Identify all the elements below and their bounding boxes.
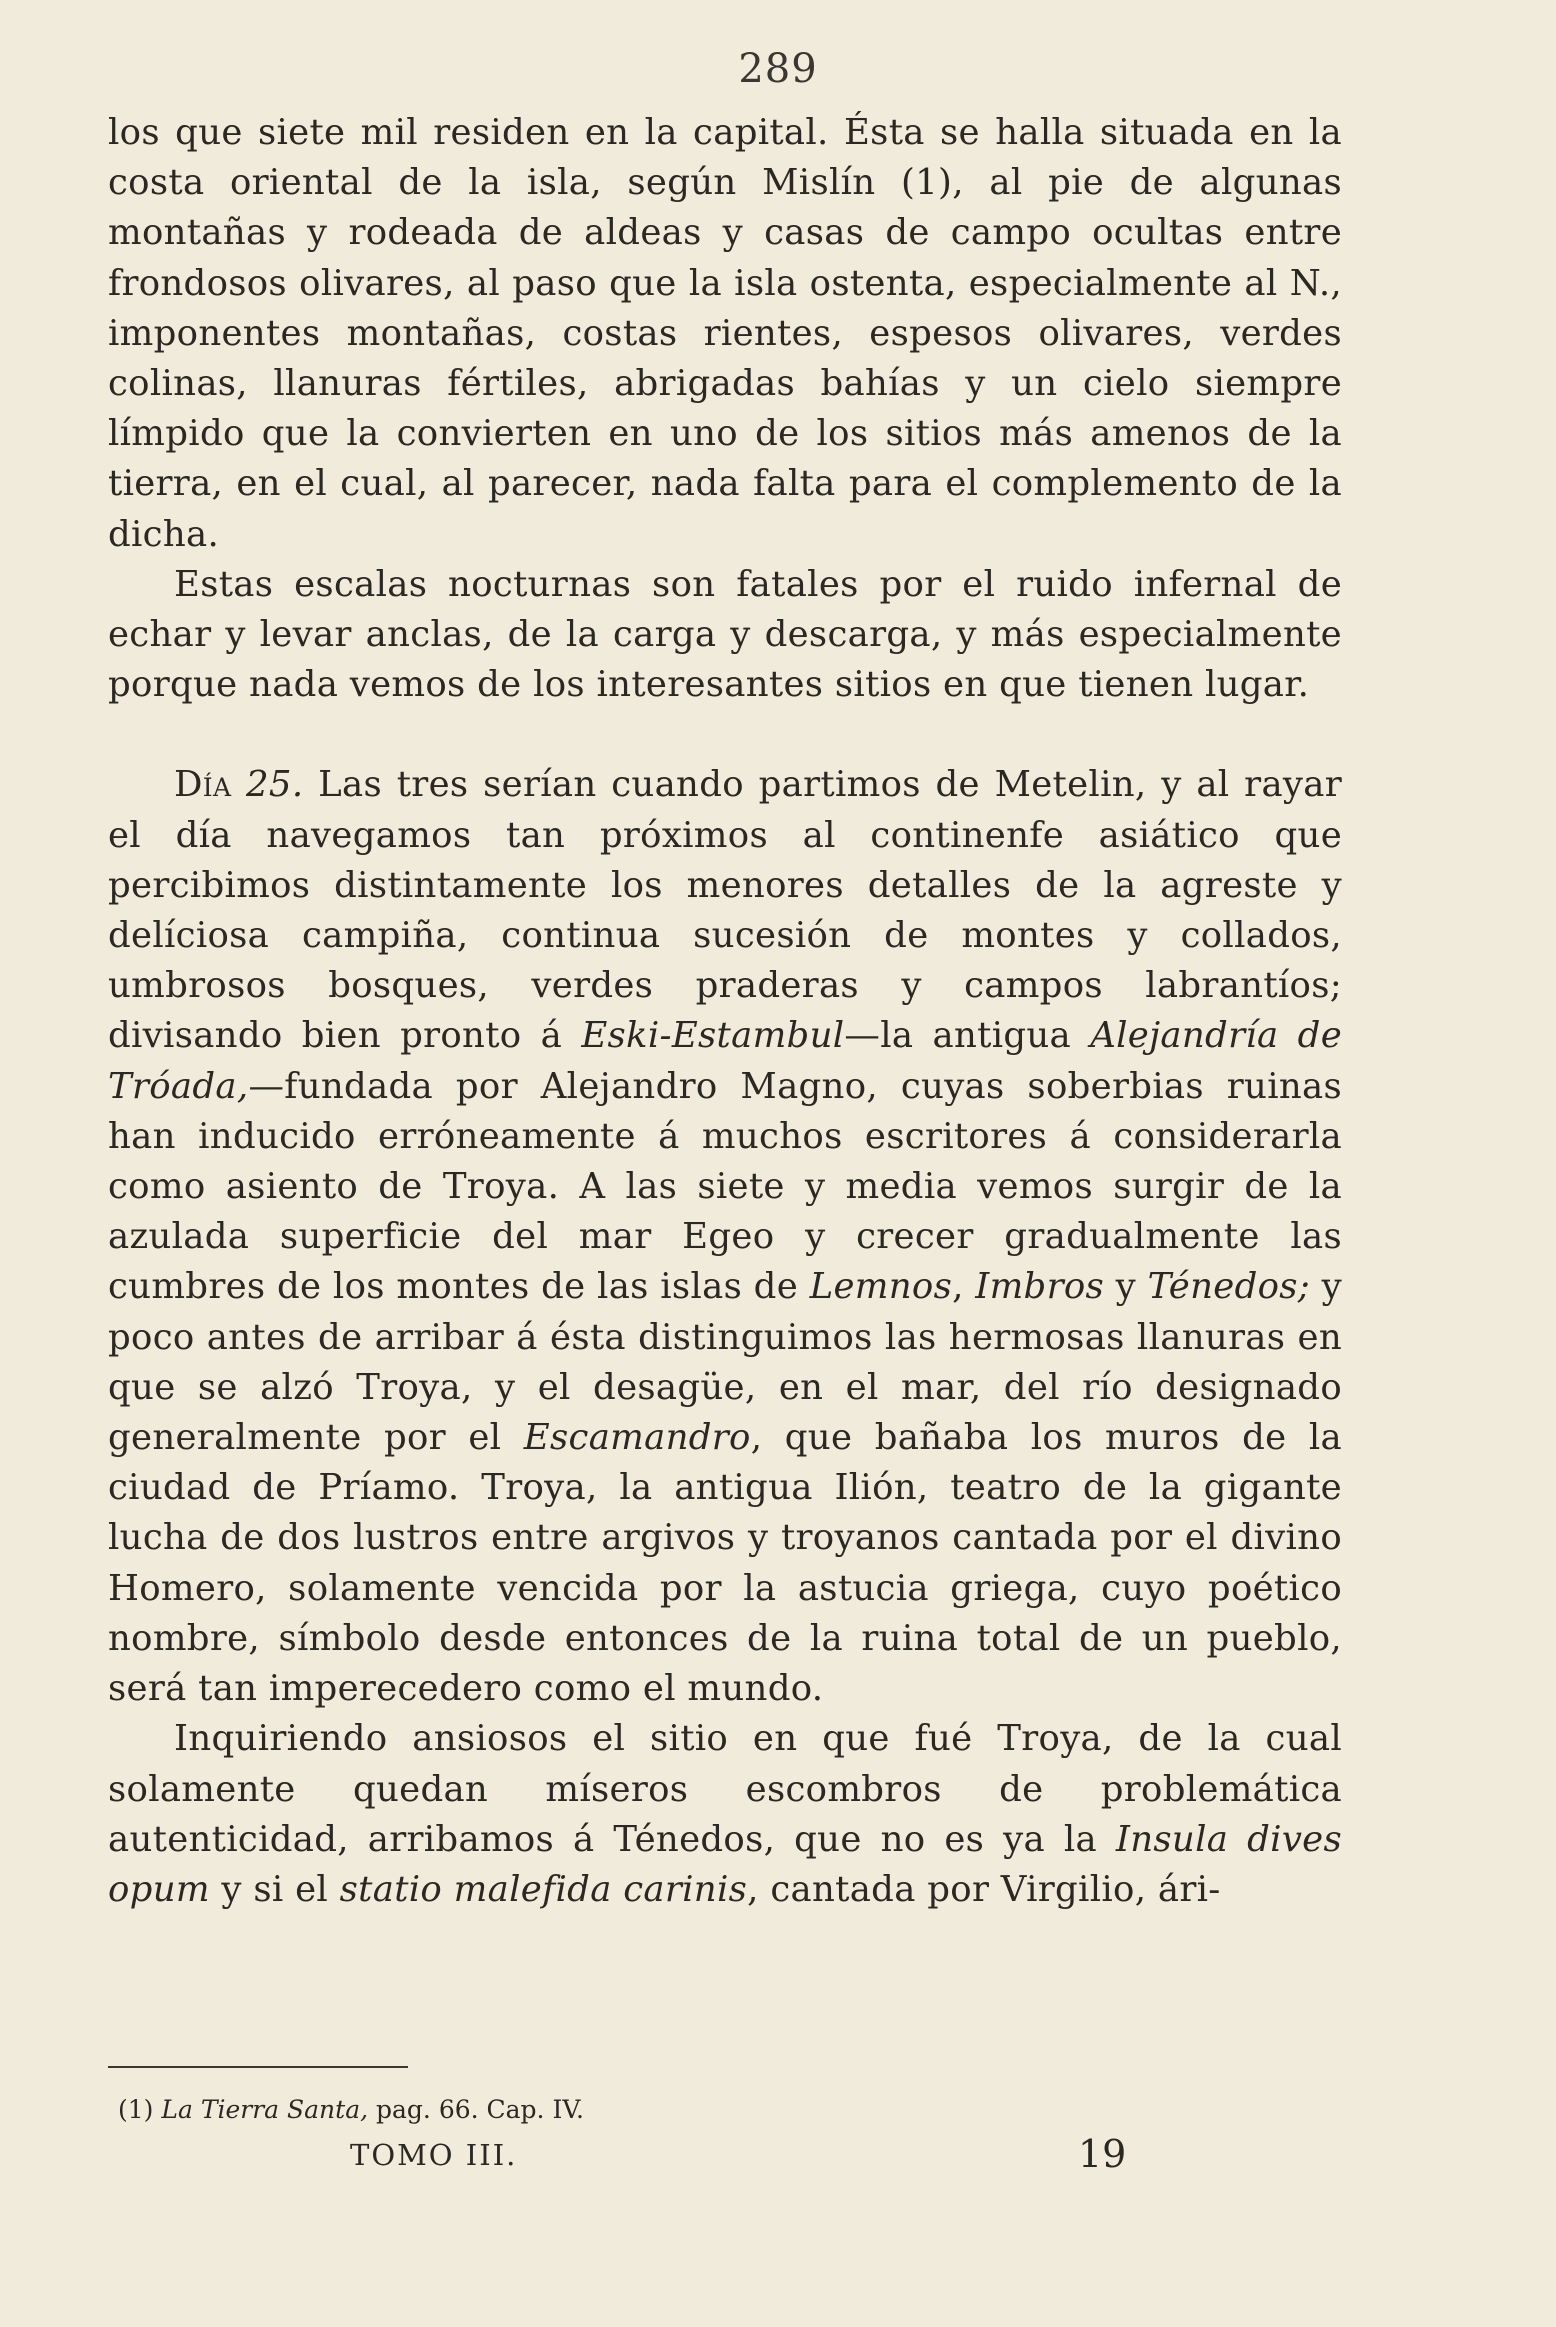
text-run: , cantada por Virgilio, ári-	[747, 1868, 1221, 1910]
text-run: Inquiriendo ansiosos el sitio en que fué Troya, de la cual solamente quedan míseros escombros de problemática autenticidad, arribamos á Ténedos, que no es ya la	[108, 1718, 1342, 1860]
italic-place-name: Lemnos	[809, 1266, 953, 1308]
italic-place-name: Imbros	[975, 1266, 1105, 1308]
italic-latin-quote: statio malefida carinis	[339, 1868, 748, 1910]
italic-place-name: Alejandría de Tróada,	[108, 1015, 1343, 1107]
footnote-reference: pag. 66. Cap. IV.	[368, 2095, 584, 2124]
italic-place-name: Escamandro	[523, 1417, 751, 1459]
text-run: y si el	[209, 1868, 340, 1910]
footnote-title: La Tierra Santa,	[161, 2095, 369, 2124]
text-run: , que bañaba los muros de la ciudad de Príamo. Troya, la antigua Ilión, teatro de la gigante lucha de dos lustros entre argivos y troyanos cantada por el divino Homero, solamente vencida por la astucia griega, cuyo poético nombre, símbolo desde entonces de la ruina total de un pueblo, será tan imperecedero como el mundo.	[108, 1417, 1342, 1710]
footnote-rule	[108, 2066, 408, 2068]
text-run: y	[1104, 1266, 1148, 1308]
page-footer	[0, 2132, 1556, 2178]
text-run: y poco antes de arribar á ésta distinguimos las hermosas llanuras en que se alzó Troya, y el desagüe, en el mar, del río designado generalmente por el	[108, 1266, 1343, 1459]
italic-place-name: Ténedos;	[1147, 1266, 1311, 1308]
section-gap	[108, 710, 1342, 760]
italic-latin-quote: Insula dives opum	[108, 1818, 1343, 1910]
day-number: 25.	[246, 764, 304, 806]
paragraph-2: Estas escalas nocturnas son fatales por el ruido infernal de echar y levar anclas, de la carga y descarga, y más especialmente porque nada vemos de los interesantes sitios en que tienen lugar.	[108, 563, 1342, 706]
volume-label: TOMO III.	[350, 2138, 518, 2172]
page-number: 289	[738, 46, 818, 92]
paragraph-4	[108, 1714, 1342, 1915]
text-run: —la antigua	[844, 1015, 1091, 1057]
footnote	[118, 2094, 584, 2126]
signature-mark: 19	[1078, 2132, 1127, 2176]
text-run: Las tres serían cuando partimos de Metelin, y al rayar el día navegamos tan próximos al continenfe asiático que percibimos distintamente los menores detalles de la agreste y delíciosa campiña, continua sucesión de montes y collados, umbrosos bosques, verdes praderas y campos labrantíos; divisando bien pronto á	[108, 764, 1342, 1057]
italic-place-name: Eski-Estambul	[581, 1015, 845, 1057]
day-heading: Día	[174, 764, 232, 806]
body-text	[108, 108, 1342, 1915]
text-run: —fundada por Alejandro Magno, cuyas soberbias ruinas han inducido erróneamente á muchos escritores á considerarla como asiento de Troya. A las siete y media vemos surgir de la azulada superficie del mar Egeo y crecer gradualmente las cumbres de los montes de las islas de	[108, 1065, 1342, 1308]
paragraph-1: los que siete mil residen en la capital. Ésta se halla situada en la costa oriental de la isla, según Mislín (1), al pie de algunas montañas y rodeada de aldeas y casas de campo ocultas entre frondosos olivares, al paso que la isla ostenta, especialmente al N., imponentes montañas, costas rientes, espesos olivares, verdes colinas, llanuras fértiles, abrigadas bahías y un cielo siempre límpido que la convierten en uno de los sitios más amenos de la tierra, en el cual, al parecer, nada falta para el complemento de la dicha.	[108, 112, 1342, 555]
text-run: ,	[952, 1266, 976, 1308]
footnote-marker: (1)	[118, 2095, 162, 2124]
paragraph-3	[108, 760, 1342, 1714]
